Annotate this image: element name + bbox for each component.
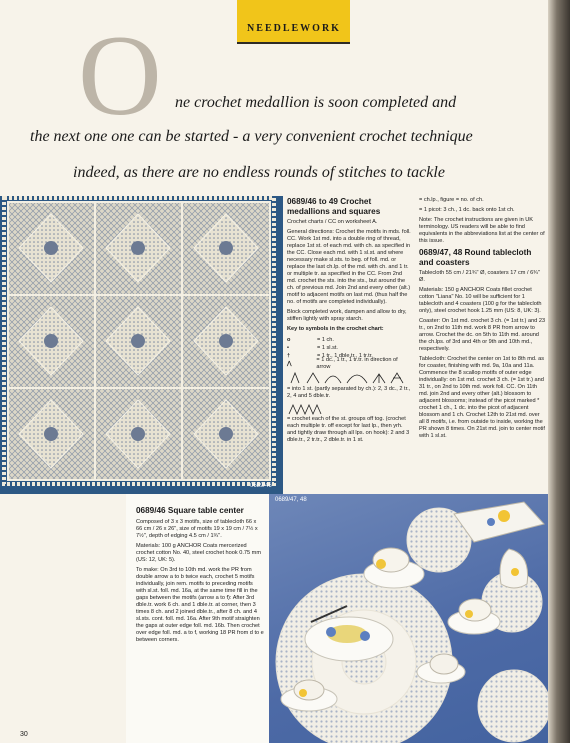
stitch-together-symbols-icon (287, 403, 327, 415)
key-symbol: ⋀ (287, 360, 292, 367)
page-spine-shadow (548, 0, 570, 743)
article3-composed: Composed of 3 x 3 motifs, size of tablecloth 66 x 66 cm / 26 x 26", size of motifs 19 x 19 cm / 7½ x 7½", depth of edging 4.5 cm / 1¾". (136, 518, 258, 539)
article2-materials: Materials: 150 g ANCHOR Coats fillet crochet cotton "Liana" No. 10 will be sufficient for 1 tablecloth and 4 coasters (100 g for the tablecloth only), steel crochet hook 1.25 mm (US: 8, UK: 3). (419, 287, 542, 314)
article3-materials: Materials: 100 g ANCHOR Coats mercerized crochet cotton No. 40, steel crochet hook 0.75 mm (US: 12, UK: 5). (136, 542, 261, 563)
photo-caption-2: 0689/47, 48 (275, 497, 307, 503)
article1-blocking: Block completed work, dampen and allow to dry, stiffen lightly with spray starch. (287, 309, 407, 322)
article1-key-group-together: = crochet each of the st. groups off tog. (crochet each multiple tr. off except for last lp., then yrh. and tightly draw through all lps. on hook): 2 and 3 dble.tr., 2 tr.tr., 2 dble.tr. in 1 st. (287, 416, 410, 443)
chain-loop-note: = ch.lp., figure = no. of ch. (419, 197, 484, 203)
drop-cap: O (78, 12, 162, 140)
article1-charts: Crochet charts / CC on worksheet A. (287, 219, 378, 225)
section-tab (237, 0, 350, 44)
photo-caption-1: 0689/46 (250, 483, 272, 489)
article1-key-title: Key to symbols in the crochet chart: (287, 326, 384, 332)
article1-column (287, 197, 411, 447)
article2-column (419, 197, 546, 443)
key-symbol: • (287, 344, 289, 351)
tablecloth-illustration (269, 494, 548, 743)
lace-square-illustration (0, 196, 283, 494)
key-text: = 1 sl.st. (317, 344, 338, 351)
stitch-group-symbols-icon (287, 371, 407, 385)
article1-key-group-into: = into 1 st. (partly separated by ch.): 2, 3 dc., 2 tr., 2, 4 and 5 dble.tr. (287, 386, 411, 399)
article2-size: Tablecloth 55 cm / 21¾" Ø, coasters 17 cm / 6¾" Ø. (419, 270, 540, 283)
key-text: = 1 tr., 1 dble.tr., 1 tr.tr. (317, 352, 373, 359)
key-row (287, 344, 411, 352)
article3-title: 0689/46 Square table center (136, 506, 244, 515)
terminology-note: Note: The crochet instructions are given in UK terminology. US readers will be able to find equivalents in the abbreviations list at the center of this issue. (419, 217, 545, 244)
key-row (287, 357, 411, 370)
section-label: NEEDLEWORK (247, 23, 341, 34)
intro-line-3: indeed, as there are no endless rounds of stitches to tackle (73, 164, 445, 181)
article2-coaster: Coaster: On 1st md. crochet 3 ch. (= 1st tr.) and 23 tr., on 2nd to 11th md. work 8 PR from arrow to arrow. Crochet the dc. on 5th to 11th md. around the ch.lps. of 3rd and 4th or 9th and 10th md., respectively. (419, 318, 546, 352)
key-text: = 1 dc., 1 tr., 1 tr.tr. in direction of arrow (316, 357, 398, 370)
article2-tablecloth: Tablecloth: Crochet the center on 1st to 8th md. as for coaster, finishing with md. 9a, 10a and 11a. Commence the 8 scallop motifs of outer edge individually: on 1st md. crochet 3 ch. (= 1st tr.) and 31 tr., on 2nd to 10th md. work foll. CC. On 11th md. join 2nd and every other (alt.) blossom to adjacent blossoms; instead of the picot marked * crochet 1 ch., 1 dc. into the picot of adjacent blossom and 1 ch. Crochet 12th to 21st md. over all 8 motifs, i.e. from outside to inside, working the PR shown 8 times. On 21st md. join to center motif with 1 sl.st. (419, 356, 545, 439)
key-symbol: † (287, 352, 291, 359)
intro-line-2: the next one one can be started - a very convenient crochet technique (30, 128, 473, 145)
picot-note: = 1 picot: 3 ch., 1 dc. back onto 1st ch. (419, 207, 515, 213)
page-number: 30 (20, 731, 28, 738)
article1-title: 0689/46 to 49 Crochet medallions and squares (287, 197, 381, 216)
key-text: = 1 ch. (317, 336, 334, 343)
intro-line-1: ne crochet medallion is soon completed and (175, 94, 457, 111)
key-symbol: o (287, 336, 291, 343)
article2-title: 0689/47, 48 Round tablecloth and coasters (419, 248, 532, 267)
tablecloth-photo (269, 494, 548, 743)
article1-directions: General directions: Crochet the motifs in mds. foll. CC. Work 1st md. into a double ring of thread, replace 1st st. of each md. with ch. as specified in the CC. Close each md. with 1 sl.st. and where necessary make sl.sts. to beg. of foll. md. or replace the last ch.lp. of the md. with ch. and 1 tr. or multiple tr. as specified in the CC. From 2nd md. crochet the sts. into the sts., but around the ch. of previous md. Join 2nd and every other (alt.) motif to adjacent motifs on last md. (thus half the no. of motifs are completed individually). (287, 229, 411, 305)
key-row (287, 336, 411, 344)
article3-column (136, 506, 264, 647)
article3-make: To make: On 3rd to 10th md. work the PR from double arrow a to b twice each, crochet 5 motifs individually, join rem. motifs to preceding motifs with sl.st. foll. md. 16a, at the same time fill in the gaps between the motifs (arrow a to f): After 3rd dble.tr. work 6 ch. and 1 dble.tr. at corner, then 3 times 8 ch. and 2 joined dble.tr., after 8 ch. and 4 sl.sts. cont. foll. md. 16a. After 9th motif straighten the gaps at outer edge foll. md. 16b. Then crochet over edge foll. md. a to f, working 18 PR from d to e between corners. (136, 566, 264, 643)
lace-square-photo (0, 196, 283, 494)
